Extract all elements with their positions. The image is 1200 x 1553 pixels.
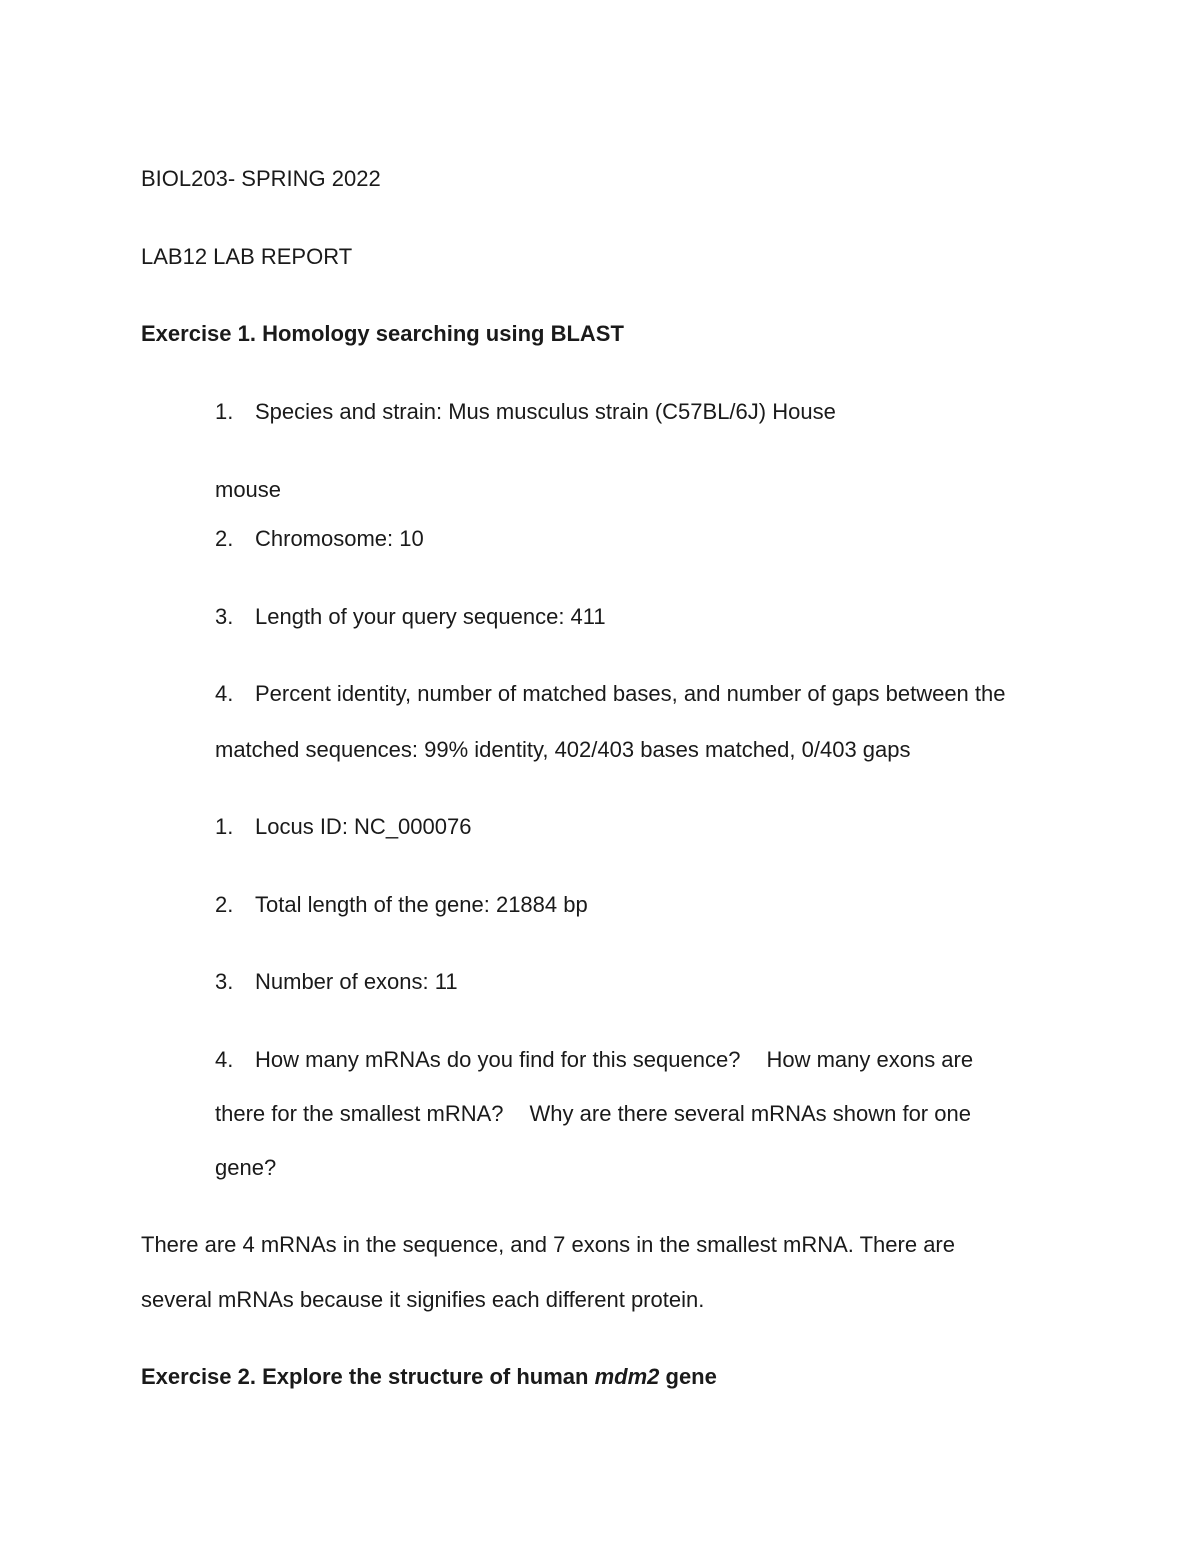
exercise2-heading: Exercise 2. Explore the structure of human mdm2 gene	[141, 1364, 717, 1389]
list-text: Number of exons: 11	[255, 969, 458, 994]
list-item	[215, 681, 1006, 707]
list-item	[215, 969, 458, 995]
course-header: BIOL203- SPRING 2022	[141, 166, 381, 191]
list-item	[215, 1047, 973, 1073]
list-number: 4.	[215, 681, 234, 706]
list-item-continuation: matched sequences: 99% identity, 402/403 bases matched, 0/403 gaps	[215, 737, 911, 762]
list-number: 4.	[215, 1047, 234, 1072]
list-item	[215, 526, 424, 552]
list-item	[215, 814, 471, 840]
list-number: 3.	[215, 969, 234, 994]
list-item	[215, 399, 836, 425]
gene-name: mdm2	[594, 1364, 660, 1389]
list-number: 1.	[215, 814, 234, 839]
answer-paragraph: There are 4 mRNAs in the sequence, and 7 exons in the smallest mRNA. There are	[141, 1232, 955, 1257]
list-text: How many mRNAs do you find for this sequence?	[255, 1047, 741, 1072]
list-item	[215, 604, 606, 630]
list-text: Locus ID: NC_000076	[255, 814, 472, 839]
list-text: Length of your query sequence: 411	[255, 604, 606, 629]
list-number: 2.	[215, 892, 234, 917]
list-text: there for the smallest mRNA?	[215, 1101, 504, 1126]
list-number: 1.	[215, 399, 234, 424]
list-text: Percent identity, number of matched bases, and number of gaps between the	[255, 681, 1006, 706]
list-text: Total length of the gene: 21884 bp	[255, 892, 588, 917]
report-title: LAB12 LAB REPORT	[141, 244, 353, 269]
list-number: 3.	[215, 604, 234, 629]
list-text: How many exons are	[766, 1047, 974, 1072]
list-item	[215, 892, 588, 918]
list-item-continuation	[215, 1101, 971, 1127]
list-text: Chromosome: 10	[255, 526, 424, 551]
list-text: Species and strain: Mus musculus strain (C57BL/6J) House	[255, 399, 836, 424]
list-number: 2.	[215, 526, 234, 551]
answer-paragraph: several mRNAs because it signifies each different protein.	[141, 1287, 705, 1312]
list-text: Why are there several mRNAs shown for one	[529, 1101, 971, 1126]
exercise1-heading: Exercise 1. Homology searching using BLAST	[141, 321, 624, 346]
list-item-continuation: gene?	[215, 1155, 277, 1180]
list-item-continuation: mouse	[215, 477, 282, 502]
